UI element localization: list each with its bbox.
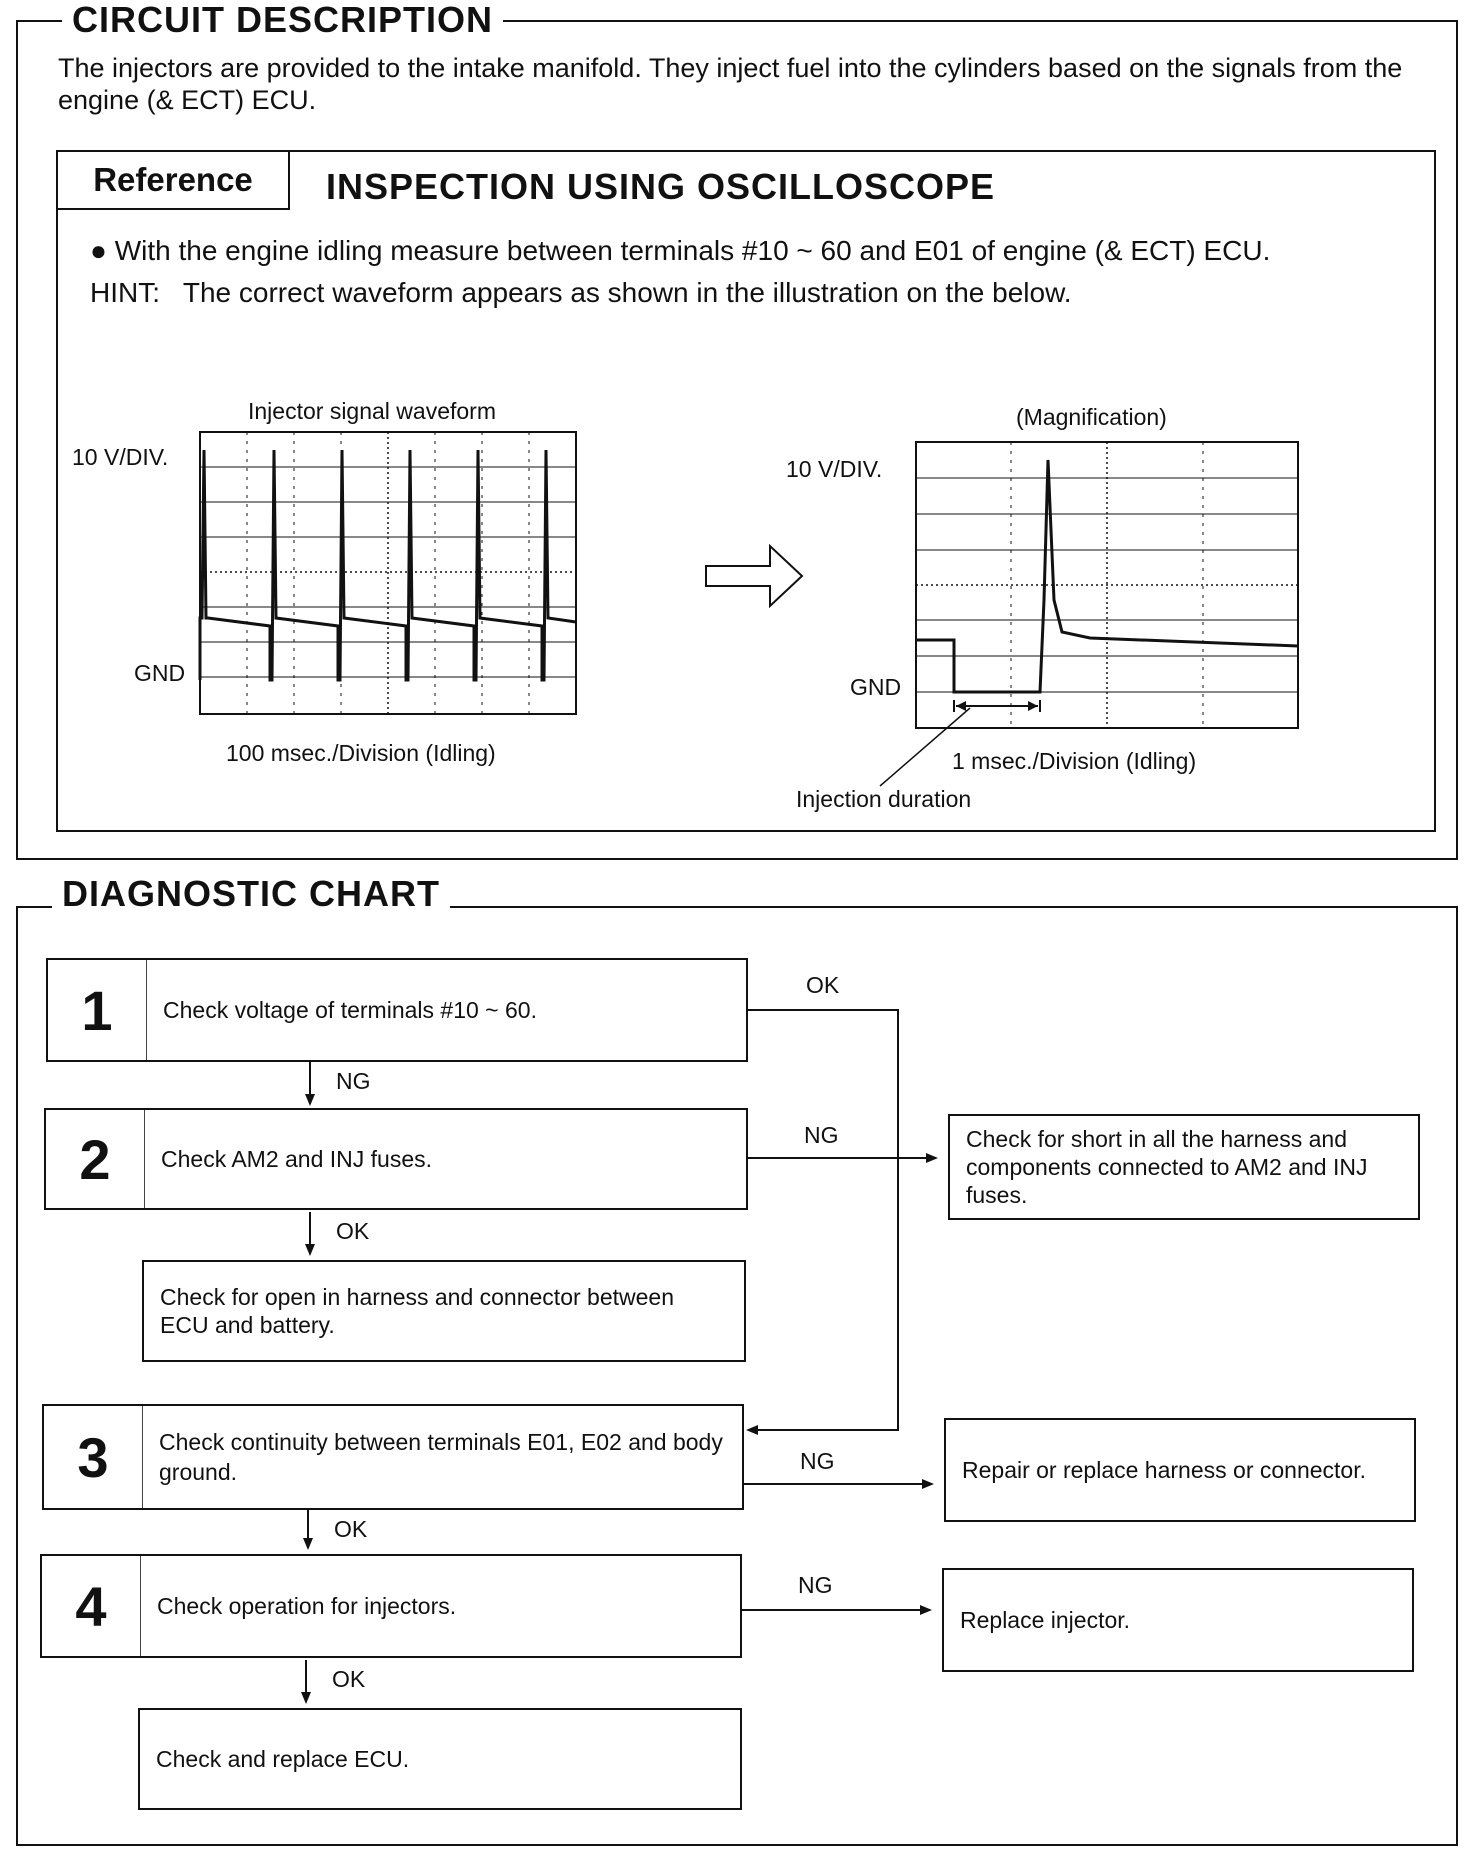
- right-scope-gnd-label: GND: [850, 674, 902, 700]
- right-scope-volt-label: 10 V/DIV.: [786, 456, 883, 482]
- step-2-number: 2: [46, 1110, 145, 1208]
- step-1-box: [46, 958, 748, 1062]
- step-3-text: Check continuity between terminals E01, E02 and body ground.: [159, 1429, 723, 1485]
- step-1-number: 1: [48, 960, 147, 1060]
- repair-box: Repair or replace harness or connector.: [944, 1418, 1416, 1522]
- step-3-box: [42, 1404, 744, 1510]
- step-4-number: 4: [42, 1556, 141, 1656]
- step-4-text: Check operation for injectors.: [157, 1593, 457, 1619]
- right-scope-time-label: 1 msec./Division (Idling): [952, 748, 1197, 774]
- reference-tab: Reference: [58, 152, 290, 210]
- step-2-ng-label: NG: [804, 1122, 839, 1148]
- reference-bullet-text: With the engine idling measure between terminals #10 ~ 60 and E01 of engine (& ECT) ECU.: [114, 235, 1271, 266]
- step-1-text: Check voltage of terminals #10 ~ 60.: [163, 997, 537, 1023]
- step-2-box: [44, 1108, 748, 1210]
- step-4-ng-label: NG: [798, 1572, 833, 1598]
- step-2-ok-label: OK: [336, 1218, 370, 1244]
- step-1-ok-label: OK: [806, 972, 840, 998]
- reference-title: INSPECTION USING OSCILLOSCOPE: [326, 166, 996, 207]
- step-2-text: Check AM2 and INJ fuses.: [161, 1146, 433, 1172]
- left-scope-title: Injector signal waveform: [248, 398, 496, 424]
- step-1-ng-label: NG: [336, 1068, 371, 1094]
- left-scope-time-label: 100 msec./Division (Idling): [226, 740, 496, 766]
- open-check-box: Check for open in harness and connector between ECU and battery.: [142, 1260, 746, 1362]
- diagnostic-chart-heading: DIAGNOSTIC CHART: [52, 874, 450, 914]
- step-3-ng-label: NG: [800, 1448, 835, 1474]
- hint-text: The correct waveform appears as shown in the illustration on the below.: [182, 277, 1072, 308]
- left-scope-gnd-label: GND: [134, 660, 186, 686]
- circuit-description-text: The injectors are provided to the intake manifold. They inject fuel into the cylinders based on the signals from the engine (& ECT) ECU.: [58, 53, 1403, 115]
- replace-ecu-box: Check and replace ECU.: [138, 1708, 742, 1810]
- step-4-ok-label: OK: [332, 1666, 366, 1692]
- step-3-number: 3: [44, 1406, 143, 1508]
- hint-label: HINT:: [90, 277, 160, 308]
- left-scope-volt-label: 10 V/DIV.: [72, 444, 169, 470]
- step-3-ok-label: OK: [334, 1516, 368, 1542]
- short-check-box: Check for short in all the harness and components connected to AM2 and INJ fuses.: [948, 1114, 1420, 1220]
- right-scope-title: (Magnification): [1016, 404, 1167, 430]
- bullet-dot-icon: ●: [90, 235, 115, 266]
- circuit-description-heading: CIRCUIT DESCRIPTION: [62, 0, 503, 40]
- replace-injector-box: Replace injector.: [942, 1568, 1414, 1672]
- step-4-box: [40, 1554, 742, 1658]
- injection-duration-label: Injection duration: [796, 786, 972, 812]
